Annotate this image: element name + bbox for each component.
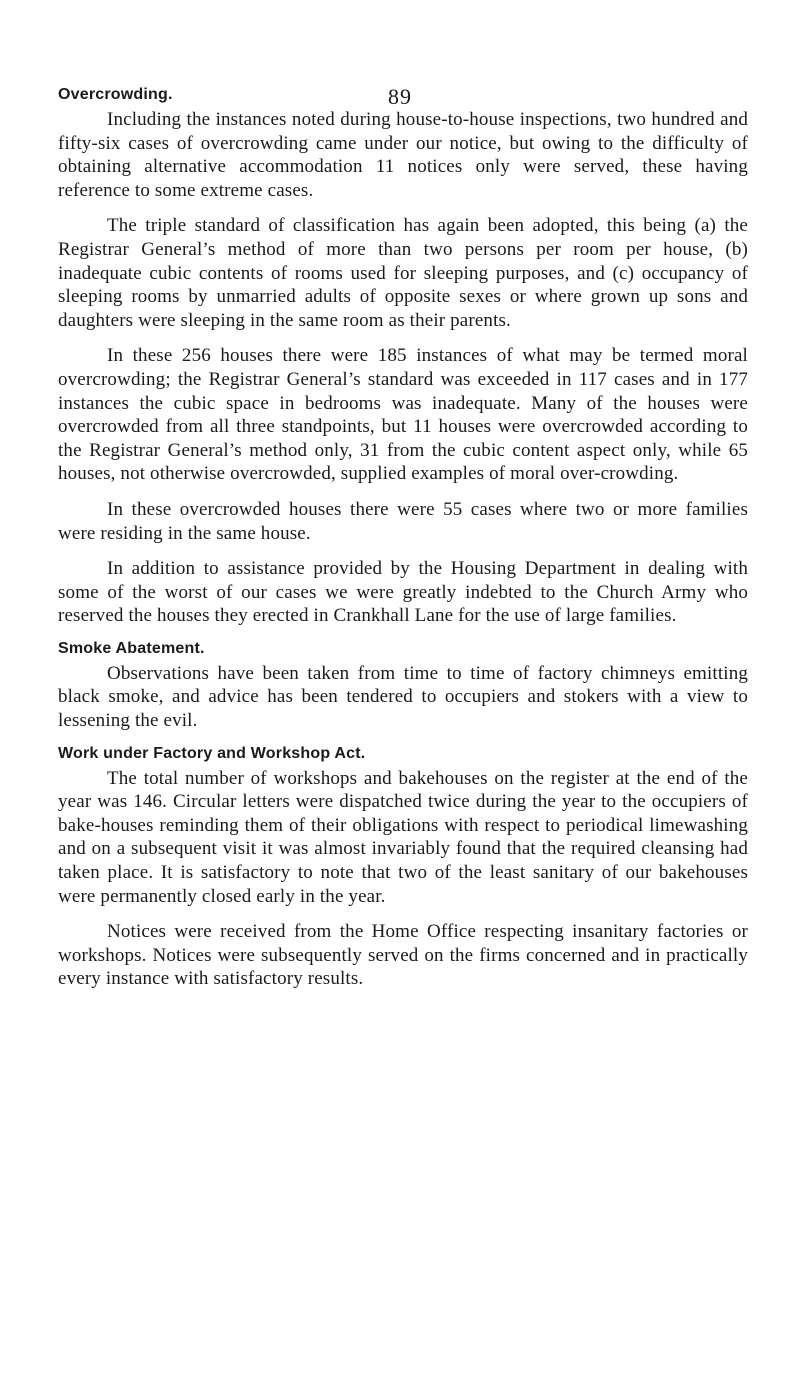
paragraph: Notices were received from the Home Office respecting insanitary factories or workshops. Notices were subsequently served on the firms concerned and in practically every instance with satisfactory results. [58, 921, 748, 990]
section-heading-overcrowding: Overcrowding. [58, 86, 173, 103]
section-heading-smoke-abatement: Smoke Abatement. [58, 639, 205, 657]
section-overcrowding [58, 86, 748, 628]
paragraph: Observations have been taken from time to time of factory chimneys emitting black smoke, and advice has been tendered to occupiers and stokers with a view to lessening the evil. [58, 662, 748, 732]
section-factory-workshop-act [58, 745, 748, 991]
paragraph: The total number of workshops and bakehouses on the register at the end of the year was 146. Circular letters were dispatched twice during the year to the occupiers of bake-houses reminding them of their obligations with respect to periodical limewashing and on a subsequent visit it was almost invariably found that the required cleansing had taken place. It is satisfactory to note that two of the least sanitary of our bakehouses were permanently closed early in the year. [58, 767, 748, 907]
page-number: 89 [388, 84, 412, 109]
paragraph: In these overcrowded houses there were 55 cases where two or more families were residing in the same house. [58, 498, 748, 544]
paragraph: The triple standard of classification has again been adopted, this being (a) the Registrar General’s method of more than two persons per room per house, (b) inadequate cubic contents of rooms used for sleeping purposes, and (c) occupancy of sleeping rooms by unmarried adults of opposite sexes or where grown up sons and daughters were sleeping in the same room as their parents. [58, 215, 748, 331]
paragraph: In these 256 houses there were 185 instances of what may be termed moral overcrowding; the Registrar General’s standard was exceeded in 117 cases and in 177 instances the cubic space in bedrooms was inadequate. Many of the houses were overcrowded from all three standpoints, but 11 houses were overcrowded according to the Registrar General’s method only, 31 from the cubic content aspect only, while 65 houses, not otherwise overcrowded, supplied examples of moral over-crowding. [58, 345, 748, 485]
section-smoke-abatement [58, 640, 748, 733]
paragraph: In addition to assistance provided by the Housing Department in dealing with some of the worst of our cases we were greatly indebted to the Church Army who reserved the houses they erected in Crankhall Lane for the use of large families. [58, 558, 748, 627]
document-body [58, 86, 748, 1003]
paragraph: Including the instances noted during house-to-house inspections, two hundred and fifty-six cases of overcrowding came under our notice, but owing to the difficulty of obtaining alternative accommodation 11 notices only were served, these having reference to some extreme cases. [58, 109, 748, 201]
section-heading-factory-workshop-act: Work under Factory and Workshop Act. [58, 744, 366, 762]
